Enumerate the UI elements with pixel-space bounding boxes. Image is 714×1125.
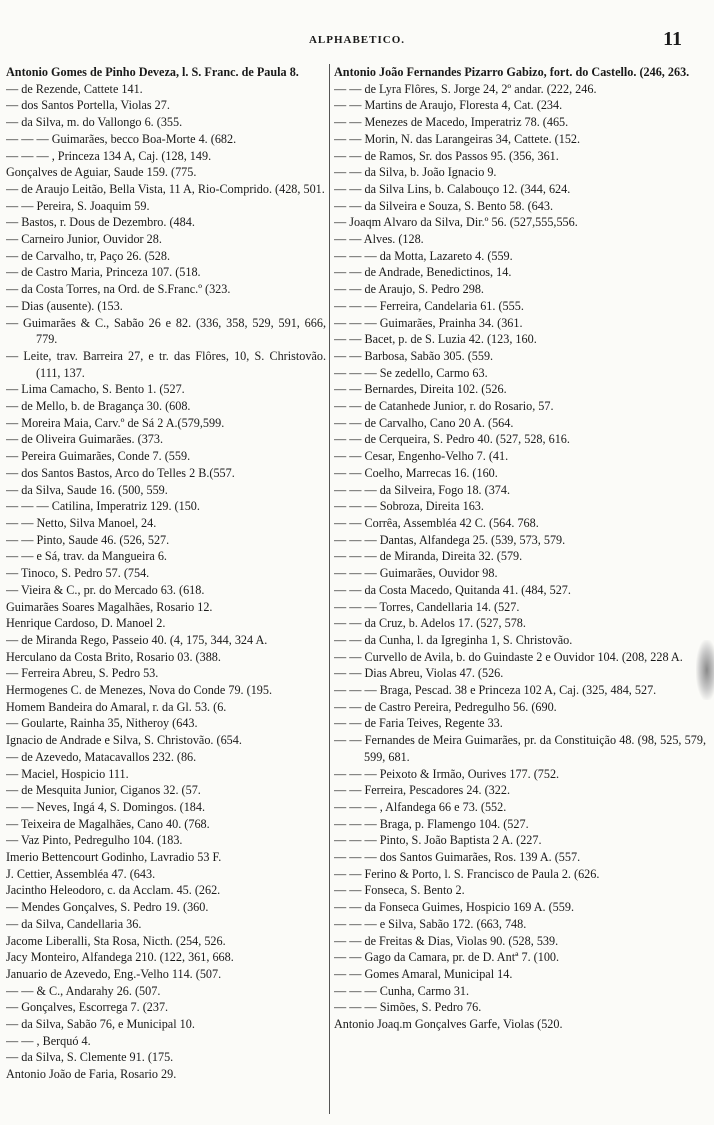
- directory-entry: — da Silva, Saude 16. (500, 559.: [6, 482, 168, 497]
- directory-entry: — Lima Camacho, S. Bento 1. (527.: [6, 382, 185, 397]
- directory-entry: — — — Guimarães, Prainha 34. (361.: [334, 315, 523, 330]
- directory-entry: — — — Cunha, Carmo 31.: [334, 983, 470, 998]
- directory-entry: — de Miranda Rego, Passeio 40. (4, 175, 344, 324 A.: [6, 632, 268, 647]
- directory-entry: — — Coelho, Marrecas 16. (160.: [334, 465, 498, 480]
- directory-entry: — — — , Alfandega 66 e 73. (552.: [334, 799, 507, 814]
- directory-entry: — — Curvello de Avila, b. do Guindaste 2 e Ouvidor 104. (208, 228 A.: [334, 649, 683, 664]
- directory-entry: — da Silva, Candellaria 36.: [6, 916, 142, 931]
- directory-entry: — da Silva, S. Clemente 91. (175.: [6, 1050, 174, 1065]
- directory-entry: Antonio Gomes de Pinho Deveza, l. S. Franc. de Paula 8.: [6, 65, 299, 79]
- directory-entry: Januario de Azevedo, Eng.-Velho 114. (507.: [6, 966, 222, 981]
- directory-entry: — — — Pinto, S. João Baptista 2 A. (227.: [334, 833, 542, 848]
- directory-entry: Homem Bandeira do Amaral, r. da Gl. 53. (6.: [6, 699, 227, 714]
- directory-entry: — Goularte, Rainha 35, Nitheroy (643.: [6, 716, 198, 731]
- right-column: [334, 64, 706, 1111]
- directory-entry: Imerio Bettencourt Godinho, Lavradio 53 F.: [6, 850, 222, 865]
- directory-entry: — Carneiro Junior, Ouvidor 28.: [6, 232, 162, 247]
- directory-entry: — — Gomes Amaral, Municipal 14.: [334, 966, 513, 981]
- directory-entry: — — Netto, Silva Manoel, 24.: [6, 515, 157, 530]
- page-number: 11: [663, 28, 682, 50]
- directory-entry: — — — Braga, p. Flamengo 104. (527.: [334, 816, 529, 831]
- directory-entry: — — — de Miranda, Direita 32. (579.: [334, 549, 523, 564]
- directory-entry: — — de Carvalho, Cano 20 A. (564.: [334, 415, 514, 430]
- running-title: ALPHABETICO.: [308, 34, 406, 46]
- directory-entry: — — Fernandes de Meira Guimarães, pr. da Constituição 48. (98, 525, 579, 599, 681.: [334, 733, 706, 764]
- directory-entry: Antonio João de Faria, Rosario 29.: [6, 1067, 177, 1082]
- directory-entry: — — de Faria Teives, Regente 33.: [334, 716, 503, 731]
- directory-entry: — dos Santos Portella, Violas 27.: [6, 98, 170, 113]
- directory-entry: — — da Costa Macedo, Quitanda 41. (484, 527.: [334, 582, 571, 597]
- directory-entry: — Vaz Pinto, Pedregulho 104. (183.: [6, 833, 183, 848]
- directory-entry: — — Pereira, S. Joaquim 59.: [6, 198, 150, 213]
- directory-entry: — — — Guimarães, becco Boa-Morte 4. (682.: [6, 131, 237, 146]
- directory-entry: — — — Simões, S. Pedro 76.: [334, 1000, 482, 1015]
- directory-entry: — — & C., Andarahy 26. (507.: [6, 983, 161, 998]
- directory-entry: — — Cesar, Engenho-Velho 7. (41.: [334, 449, 509, 464]
- directory-entry: Antonio Joaq.m Gonçalves Garfe, Violas (520.: [334, 1017, 563, 1032]
- directory-entry: — da Silva, m. do Vallongo 6. (355.: [6, 115, 183, 130]
- directory-entry: — — da Cunha, l. da Igreginha 1, S. Christovão.: [334, 632, 573, 647]
- directory-entry: — — Ferreira, Pescadores 24. (322.: [334, 783, 510, 798]
- directory-entry: — — Alves. (128.: [334, 232, 424, 247]
- directory-entry: — — e Sá, trav. da Mangueira 6.: [6, 549, 167, 564]
- directory-entry: — da Costa Torres, na Ord. de S.Franc.º (323.: [6, 282, 231, 297]
- directory-entry: J. Cettier, Assembléa 47. (643.: [6, 866, 156, 881]
- directory-entry: — Teixeira de Magalhães, Cano 40. (768.: [6, 816, 210, 831]
- directory-entry: — Gonçalves, Escorrega 7. (237.: [6, 1000, 169, 1015]
- directory-entry: Jacome Liberalli, Sta Rosa, Nicth. (254, 526.: [6, 933, 226, 948]
- directory-entry: Jacy Monteiro, Alfandega 210. (122, 361, 668.: [6, 950, 234, 965]
- directory-entry: — — de Freitas & Dias, Violas 90. (528, 539.: [334, 933, 559, 948]
- directory-entry: — — Gago da Camara, pr. de D. Antª 7. (100.: [334, 950, 560, 965]
- directory-entry: — — da Silva Lins, b. Calabouço 12. (344, 624.: [334, 181, 571, 196]
- directory-entry: Hermogenes C. de Menezes, Nova do Conde 79. (195.: [6, 683, 273, 698]
- directory-entry: — — — Se zedello, Carmo 63.: [334, 365, 488, 380]
- directory-entry: Henrique Cardoso, D. Manoel 2.: [6, 616, 166, 631]
- directory-entry: Ignacio de Andrade e Silva, S. Christovão. (654.: [6, 733, 242, 748]
- directory-entry: — — Martins de Araujo, Floresta 4, Cat. (234.: [334, 98, 563, 113]
- directory-entry: — — de Catanhede Junior, r. do Rosario, 57.: [334, 399, 554, 414]
- directory-entry: — Guimarães & C., Sabão 26 e 82. (336, 358, 529, 591, 666, 779.: [6, 315, 326, 347]
- directory-entry: — — — Guimarães, Ouvidor 98.: [334, 566, 498, 581]
- column-divider: [329, 64, 330, 1114]
- directory-entry: — — Bacet, p. de S. Luzia 42. (123, 160.: [334, 332, 537, 347]
- directory-entry: — de Azevedo, Matacavallos 232. (86.: [6, 749, 197, 764]
- directory-entry: — — — da Silveira, Fogo 18. (374.: [334, 482, 511, 497]
- directory-entry: — Maciel, Hospicio 111.: [6, 766, 129, 781]
- directory-entry: — Pereira Guimarães, Conde 7. (559.: [6, 449, 191, 464]
- directory-entry: — — Fonseca, S. Bento 2.: [334, 883, 465, 898]
- directory-entry: — — Ferino & Porto, l. S. Francisco de Paula 2. (626.: [334, 866, 600, 881]
- directory-entry: — — Neves, Ingá 4, S. Domingos. (184.: [6, 799, 206, 814]
- directory-entry: — — — , Princeza 134 A, Caj. (128, 149.: [6, 148, 212, 163]
- directory-entry: — de Oliveira Guimarães. (373.: [6, 432, 164, 447]
- directory-entry: — — de Cerqueira, S. Pedro 40. (527, 528, 616.: [334, 432, 570, 447]
- directory-entry: — — Pinto, Saude 46. (526, 527.: [6, 532, 170, 547]
- directory-entry: — Mendes Gonçalves, S. Pedro 19. (360.: [6, 900, 209, 915]
- directory-entry: — — — Dantas, Alfandega 25. (539, 573, 579.: [334, 532, 566, 547]
- directory-entry: — Tinoco, S. Pedro 57. (754.: [6, 566, 150, 581]
- directory-entry: Jacintho Heleodoro, c. da Acclam. 45. (262.: [6, 883, 221, 898]
- page-edge-blot: [696, 640, 714, 700]
- directory-entry: — — , Berquó 4.: [6, 1033, 91, 1048]
- directory-entry: — dos Santos Bastos, Arco do Telles 2 B.(557.: [6, 465, 235, 480]
- directory-entry: — — Bernardes, Direita 102. (526.: [334, 382, 507, 397]
- directory-entry: Guimarães Soares Magalhães, Rosario 12.: [6, 599, 213, 614]
- directory-entry: — — Barbosa, Sabão 305. (559.: [334, 348, 494, 363]
- directory-entry: — Vieira & C., pr. do Mercado 63. (618.: [6, 582, 205, 597]
- directory-entry: — — da Silveira e Souza, S. Bento 58. (643.: [334, 198, 554, 213]
- directory-entry: Gonçalves de Aguiar, Saude 159. (775.: [6, 165, 197, 180]
- directory-entry: — — — dos Santos Guimarães, Ros. 139 A. (557.: [334, 850, 581, 865]
- directory-entry: — — Menezes de Macedo, Imperatriz 78. (465.: [334, 115, 569, 130]
- directory-entry: — — de Castro Pereira, Pedregulho 56. (690.: [334, 699, 557, 714]
- directory-entry: — da Silva, Sabão 76, e Municipal 10.: [6, 1017, 195, 1032]
- directory-entry: — — — Braga, Pescad. 38 e Princeza 102 A, Caj. (325, 484, 527.: [334, 683, 657, 698]
- directory-entry: — Bastos, r. Dous de Dezembro. (484.: [6, 215, 195, 230]
- directory-entry: — — — Torres, Candellaria 14. (527.: [334, 599, 520, 614]
- directory-entry: — — de Ramos, Sr. dos Passos 95. (356, 361.: [334, 148, 559, 163]
- directory-entry: — — de Lyra Flôres, S. Jorge 24, 2º andar. (222, 246.: [334, 81, 597, 96]
- directory-entry: — Moreira Maia, Carv.º de Sá 2 A.(579,599.: [6, 415, 225, 430]
- directory-entry: — — Dias Abreu, Violas 47. (526.: [334, 666, 504, 681]
- directory-entry: — de Carvalho, tr, Paço 26. (528.: [6, 248, 171, 263]
- directory-entry: — Joaqm Alvaro da Silva, Dir.º 56. (527,555,556.: [334, 215, 578, 230]
- directory-entry: — — da Fonseca Guimes, Hospicio 169 A. (559.: [334, 900, 575, 915]
- directory-entry: Antonio João Fernandes Pizarro Gabizo, fort. do Castello. (246, 263.: [334, 65, 690, 79]
- directory-entry: — — Morin, N. das Larangeiras 34, Cattete. (152.: [334, 131, 581, 146]
- directory-entry: — — — Catilina, Imperatriz 129. (150.: [6, 499, 200, 514]
- directory-entry: — de Araujo Leitão, Bella Vista, 11 A, Rio-Comprido. (428, 501.: [6, 181, 325, 196]
- page-header: [0, 26, 714, 50]
- directory-entry: — de Castro Maria, Princeza 107. (518.: [6, 265, 201, 280]
- directory-entry: — — Corrêa, Assembléa 42 C. (564. 768.: [334, 515, 539, 530]
- left-column: [6, 64, 326, 1111]
- directory-entry: — de Mello, b. de Bragança 30. (608.: [6, 399, 191, 414]
- directory-entry: — Leite, trav. Barreira 27, e tr. das Flôres, 10, S. Christovão. (111, 137.: [6, 348, 326, 380]
- directory-entry: — Ferreira Abreu, S. Pedro 53.: [6, 666, 159, 681]
- directory-entry: — Dias (ausente). (153.: [6, 298, 123, 313]
- directory-entry: — — — Sobroza, Direita 163.: [334, 499, 484, 514]
- directory-entry: — de Rezende, Cattete 141.: [6, 81, 143, 96]
- directory-entry: — — da Cruz, b. Adelos 17. (527, 578.: [334, 616, 526, 631]
- directory-entry: Herculano da Costa Brito, Rosario 03. (388.: [6, 649, 221, 664]
- directory-entry: — — de Araujo, S. Pedro 298.: [334, 282, 484, 297]
- directory-entry: — — — e Silva, Sabão 172. (663, 748.: [334, 916, 527, 931]
- directory-entry: — de Mesquita Junior, Ciganos 32. (57.: [6, 783, 201, 798]
- directory-entry: — — — Ferreira, Candelaria 61. (555.: [334, 298, 524, 313]
- directory-entry: — — da Silva, b. João Ignacio 9.: [334, 165, 497, 180]
- directory-entry: — — de Andrade, Benedictinos, 14.: [334, 265, 512, 280]
- directory-entry: — — — da Motta, Lazareto 4. (559.: [334, 248, 513, 263]
- directory-entry: — — — Peixoto & Irmão, Ourives 177. (752.: [334, 766, 560, 781]
